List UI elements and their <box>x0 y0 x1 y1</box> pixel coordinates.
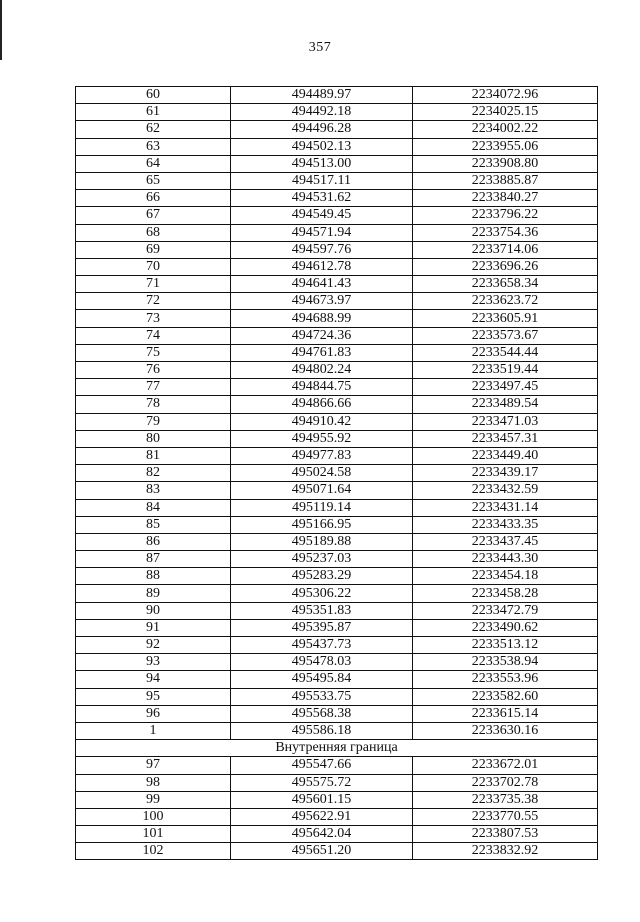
y-coordinate-cell: 2233519.44 <box>413 362 598 379</box>
x-coordinate-cell: 494496.28 <box>231 121 413 138</box>
table-row <box>76 87 598 104</box>
y-coordinate-cell: 2233439.17 <box>413 465 598 482</box>
table-row <box>76 688 598 705</box>
x-coordinate-cell: 495119.14 <box>231 499 413 516</box>
point-number-cell: 68 <box>76 224 231 241</box>
y-coordinate-cell: 2233630.16 <box>413 722 598 739</box>
table-row <box>76 499 598 516</box>
y-coordinate-cell: 2233955.06 <box>413 138 598 155</box>
x-coordinate-cell: 494502.13 <box>231 138 413 155</box>
table-row <box>76 585 598 602</box>
y-coordinate-cell: 2233658.34 <box>413 276 598 293</box>
table-row <box>76 757 598 774</box>
point-number-cell: 81 <box>76 447 231 464</box>
table-row <box>76 705 598 722</box>
y-coordinate-cell: 2233454.18 <box>413 568 598 585</box>
x-coordinate-cell: 494724.36 <box>231 327 413 344</box>
x-coordinate-cell: 494688.99 <box>231 310 413 327</box>
table-row <box>76 224 598 241</box>
y-coordinate-cell: 2233754.36 <box>413 224 598 241</box>
x-coordinate-cell: 494597.76 <box>231 241 413 258</box>
x-coordinate-cell: 495495.84 <box>231 671 413 688</box>
y-coordinate-cell: 2233449.40 <box>413 447 598 464</box>
table-row <box>76 619 598 636</box>
y-coordinate-cell: 2233443.30 <box>413 551 598 568</box>
x-coordinate-cell: 494910.42 <box>231 413 413 430</box>
x-coordinate-cell: 495533.75 <box>231 688 413 705</box>
x-coordinate-cell: 495586.18 <box>231 722 413 739</box>
point-number-cell: 102 <box>76 843 231 860</box>
x-coordinate-cell: 495283.29 <box>231 568 413 585</box>
section-title: Внутренняя граница <box>76 740 598 757</box>
y-coordinate-cell: 2233623.72 <box>413 293 598 310</box>
point-number-cell: 88 <box>76 568 231 585</box>
x-coordinate-cell: 495642.04 <box>231 826 413 843</box>
table-row <box>76 516 598 533</box>
x-coordinate-cell: 494761.83 <box>231 344 413 361</box>
x-coordinate-cell: 495351.83 <box>231 602 413 619</box>
table-row <box>76 671 598 688</box>
table-row <box>76 310 598 327</box>
y-coordinate-cell: 2233433.35 <box>413 516 598 533</box>
y-coordinate-cell: 2233553.96 <box>413 671 598 688</box>
point-number-cell: 82 <box>76 465 231 482</box>
y-coordinate-cell: 2233908.80 <box>413 155 598 172</box>
x-coordinate-cell: 495189.88 <box>231 533 413 550</box>
x-coordinate-cell: 494955.92 <box>231 430 413 447</box>
point-number-cell: 92 <box>76 637 231 654</box>
x-coordinate-cell: 494531.62 <box>231 190 413 207</box>
y-coordinate-cell: 2233497.45 <box>413 379 598 396</box>
y-coordinate-cell: 2233696.26 <box>413 258 598 275</box>
x-coordinate-cell: 494844.75 <box>231 379 413 396</box>
table-row <box>76 379 598 396</box>
point-number-cell: 63 <box>76 138 231 155</box>
point-number-cell: 93 <box>76 654 231 671</box>
y-coordinate-cell: 2233471.03 <box>413 413 598 430</box>
table-row <box>76 808 598 825</box>
page-number: 357 <box>308 40 332 55</box>
x-coordinate-cell: 494673.97 <box>231 293 413 310</box>
table-row <box>76 362 598 379</box>
y-coordinate-cell: 2233472.79 <box>413 602 598 619</box>
table-row <box>76 413 598 430</box>
x-coordinate-cell: 495071.64 <box>231 482 413 499</box>
table-row <box>76 637 598 654</box>
point-number-cell: 62 <box>76 121 231 138</box>
table-row <box>76 155 598 172</box>
point-number-cell: 99 <box>76 791 231 808</box>
y-coordinate-cell: 2233432.59 <box>413 482 598 499</box>
y-coordinate-cell: 2234002.22 <box>413 121 598 138</box>
table-row <box>76 258 598 275</box>
y-coordinate-cell: 2233573.67 <box>413 327 598 344</box>
x-coordinate-cell: 495237.03 <box>231 551 413 568</box>
table-row <box>76 121 598 138</box>
table-row <box>76 396 598 413</box>
y-coordinate-cell: 2233489.54 <box>413 396 598 413</box>
point-number-cell: 65 <box>76 172 231 189</box>
point-number-cell: 66 <box>76 190 231 207</box>
y-coordinate-cell: 2233672.01 <box>413 757 598 774</box>
table-row <box>76 344 598 361</box>
y-coordinate-cell: 2233735.38 <box>413 791 598 808</box>
x-coordinate-cell: 494571.94 <box>231 224 413 241</box>
table-row <box>76 654 598 671</box>
point-number-cell: 74 <box>76 327 231 344</box>
x-coordinate-cell: 495166.95 <box>231 516 413 533</box>
table-row <box>76 482 598 499</box>
y-coordinate-cell: 2233431.14 <box>413 499 598 516</box>
point-number-cell: 87 <box>76 551 231 568</box>
table-row <box>76 293 598 310</box>
table-row <box>76 843 598 860</box>
table-row <box>76 207 598 224</box>
table-row <box>76 774 598 791</box>
y-coordinate-cell: 2233796.22 <box>413 207 598 224</box>
x-coordinate-cell: 495575.72 <box>231 774 413 791</box>
point-number-cell: 73 <box>76 310 231 327</box>
x-coordinate-cell: 495024.58 <box>231 465 413 482</box>
point-number-cell: 97 <box>76 757 231 774</box>
x-coordinate-cell: 495568.38 <box>231 705 413 722</box>
x-coordinate-cell: 494489.97 <box>231 87 413 104</box>
y-coordinate-cell: 2233437.45 <box>413 533 598 550</box>
x-coordinate-cell: 495395.87 <box>231 619 413 636</box>
point-number-cell: 84 <box>76 499 231 516</box>
point-number-cell: 83 <box>76 482 231 499</box>
point-number-cell: 77 <box>76 379 231 396</box>
table-row <box>76 791 598 808</box>
x-coordinate-cell: 494866.66 <box>231 396 413 413</box>
y-coordinate-cell: 2234025.15 <box>413 104 598 121</box>
coordinates-table-body <box>76 87 598 860</box>
table-row <box>76 551 598 568</box>
point-number-cell: 1 <box>76 722 231 739</box>
x-coordinate-cell: 494492.18 <box>231 104 413 121</box>
y-coordinate-cell: 2233840.27 <box>413 190 598 207</box>
y-coordinate-cell: 2233513.12 <box>413 637 598 654</box>
point-number-cell: 64 <box>76 155 231 172</box>
y-coordinate-cell: 2233832.92 <box>413 843 598 860</box>
table-row <box>76 533 598 550</box>
y-coordinate-cell: 2233615.14 <box>413 705 598 722</box>
table-row <box>76 722 598 739</box>
point-number-cell: 90 <box>76 602 231 619</box>
table-row <box>76 172 598 189</box>
point-number-cell: 85 <box>76 516 231 533</box>
point-number-cell: 60 <box>76 87 231 104</box>
point-number-cell: 79 <box>76 413 231 430</box>
x-coordinate-cell: 494802.24 <box>231 362 413 379</box>
point-number-cell: 78 <box>76 396 231 413</box>
y-coordinate-cell: 2233714.06 <box>413 241 598 258</box>
y-coordinate-cell: 2233807.53 <box>413 826 598 843</box>
table-row <box>76 602 598 619</box>
table-row <box>76 241 598 258</box>
point-number-cell: 96 <box>76 705 231 722</box>
point-number-cell: 71 <box>76 276 231 293</box>
coordinates-table <box>75 86 598 860</box>
point-number-cell: 101 <box>76 826 231 843</box>
x-coordinate-cell: 495547.66 <box>231 757 413 774</box>
section-row <box>76 740 598 757</box>
point-number-cell: 94 <box>76 671 231 688</box>
x-coordinate-cell: 495478.03 <box>231 654 413 671</box>
x-coordinate-cell: 494612.78 <box>231 258 413 275</box>
y-coordinate-cell: 2233770.55 <box>413 808 598 825</box>
point-number-cell: 86 <box>76 533 231 550</box>
y-coordinate-cell: 2234072.96 <box>413 87 598 104</box>
y-coordinate-cell: 2233458.28 <box>413 585 598 602</box>
table-row <box>76 327 598 344</box>
x-coordinate-cell: 494513.00 <box>231 155 413 172</box>
x-coordinate-cell: 494977.83 <box>231 447 413 464</box>
x-coordinate-cell: 495306.22 <box>231 585 413 602</box>
table-row <box>76 568 598 585</box>
table-row <box>76 826 598 843</box>
table-row <box>76 190 598 207</box>
point-number-cell: 89 <box>76 585 231 602</box>
x-coordinate-cell: 494517.11 <box>231 172 413 189</box>
table-row <box>76 104 598 121</box>
table-row <box>76 138 598 155</box>
x-coordinate-cell: 494549.45 <box>231 207 413 224</box>
point-number-cell: 72 <box>76 293 231 310</box>
x-coordinate-cell: 495651.20 <box>231 843 413 860</box>
point-number-cell: 95 <box>76 688 231 705</box>
point-number-cell: 69 <box>76 241 231 258</box>
table-row <box>76 430 598 447</box>
y-coordinate-cell: 2233544.44 <box>413 344 598 361</box>
y-coordinate-cell: 2233538.94 <box>413 654 598 671</box>
point-number-cell: 61 <box>76 104 231 121</box>
point-number-cell: 91 <box>76 619 231 636</box>
y-coordinate-cell: 2233490.62 <box>413 619 598 636</box>
point-number-cell: 67 <box>76 207 231 224</box>
point-number-cell: 75 <box>76 344 231 361</box>
y-coordinate-cell: 2233885.87 <box>413 172 598 189</box>
x-coordinate-cell: 495601.15 <box>231 791 413 808</box>
table-row <box>76 447 598 464</box>
table-row <box>76 465 598 482</box>
point-number-cell: 76 <box>76 362 231 379</box>
point-number-cell: 70 <box>76 258 231 275</box>
y-coordinate-cell: 2233605.91 <box>413 310 598 327</box>
x-coordinate-cell: 495437.73 <box>231 637 413 654</box>
y-coordinate-cell: 2233702.78 <box>413 774 598 791</box>
x-coordinate-cell: 495622.91 <box>231 808 413 825</box>
point-number-cell: 100 <box>76 808 231 825</box>
point-number-cell: 80 <box>76 430 231 447</box>
y-coordinate-cell: 2233457.31 <box>413 430 598 447</box>
table-row <box>76 276 598 293</box>
x-coordinate-cell: 494641.43 <box>231 276 413 293</box>
y-coordinate-cell: 2233582.60 <box>413 688 598 705</box>
point-number-cell: 98 <box>76 774 231 791</box>
